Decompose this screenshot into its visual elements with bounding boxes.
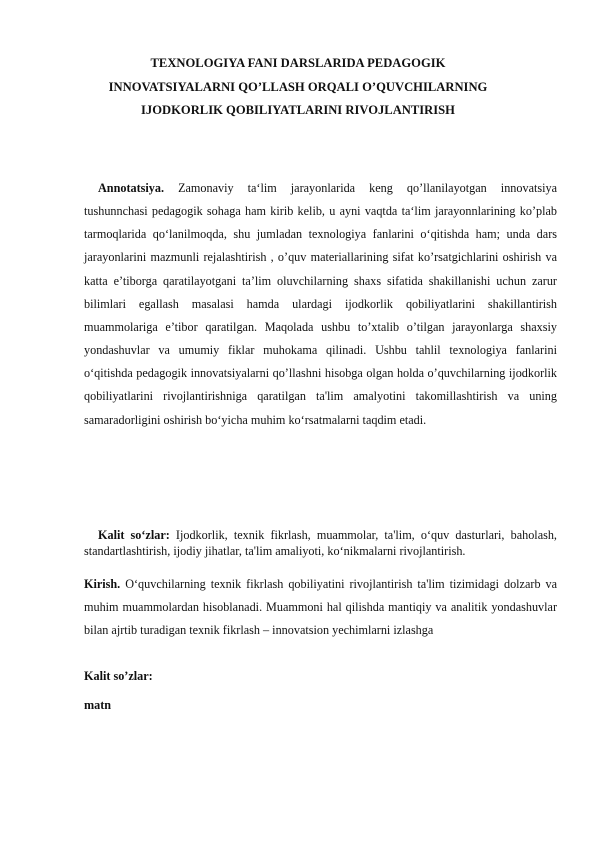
paper-title bbox=[60, 52, 536, 123]
matn-label: matn bbox=[84, 698, 112, 712]
introduction-text: O‘quvchilarning texnik fikrlash qobiliyatini rivojlantirish ta'lim tizimidagi dolzarb va muhim muammolardan hisoblanadi. Muammoni hal qilishda mantiqiy va analitik yondashuvlar bilan ajrtib turadigan texnik fikrlash – innovatsion yechimlarni izlashga bbox=[84, 577, 557, 637]
annotation-text: Zamonaviy ta‘lim jarayonlarida keng qo’llanilayotgan innovatsiya tushunnchasi pedagogik sohaga ham kirib kelib, u ayni vaqtda ta‘lim jarayonnlarining ko’plab tarmoqlarida qo‘lanilmoqda, shu jumladan texnologiya fanlarini o‘qitishda ham; unda dars jarayonlarini mazmunli rejalashtirish , o’quv materiallarining sifat ko’rsatgichlarini oshirish va katta e’tiborga qaratilayotgani ta’lim oluvchilarning shaxs sifatida shakillanishi uchun zarur bilimlari egallash masalasi hamda ulardagi ijodkorlik qobiliyatlarini shakillantirish muammolariga e’tibor qaratilgan. Maqolada ushbu to’xtalib o’tilgan jarayonlarga shaxsiy yondashuvlar va umumiy fiklar muhokama qilinadi. Ushbu tahlil texnologiya fanlarini o‘qitishda pedagogik innovatsiyalarni qo’llashni hisobga olgan holda o’quvchilarning ijodkorlik qobiliyatlarini rivojlantirishniga qaratilgan ta'lim amalyotini takomillashtirish va uning samaradorligini oshirish bo‘yicha muhim ko‘rsatmalarni taqdim etadi. bbox=[84, 181, 557, 427]
introduction-paragraph bbox=[84, 573, 557, 642]
title-line-3: IJODKORLIK QOBILIYATLARINI RIVOJLANTIRISH bbox=[141, 103, 455, 117]
keywords-text: Ijodkorlik, texnik fikrlash, muammolar, ta'lim, o‘quv dasturlari, baholash, standartlashtirish, ijodiy jihatlar, ta'lim amaliyoti, ko‘nikmalarni rivojlantirish. bbox=[84, 528, 557, 558]
annotation-paragraph bbox=[84, 177, 557, 432]
keywords-heading bbox=[84, 665, 557, 688]
keywords-label: Kalit so‘zlar: bbox=[98, 528, 170, 542]
title-line-1: TEXNOLOGIYA FANI DARSLARIDA PEDAGOGIK bbox=[150, 56, 446, 70]
keywords-heading-label: Kalit so’zlar: bbox=[84, 669, 153, 683]
introduction-label: Kirish. bbox=[84, 577, 121, 591]
matn-heading bbox=[84, 694, 557, 717]
title-line-2: INNOVATSIYALARNI QO’LLASH ORQALI O’QUVCHILARNING bbox=[108, 79, 488, 94]
annotation-label: Annotatsiya. bbox=[98, 181, 165, 195]
keywords-paragraph bbox=[84, 527, 557, 559]
